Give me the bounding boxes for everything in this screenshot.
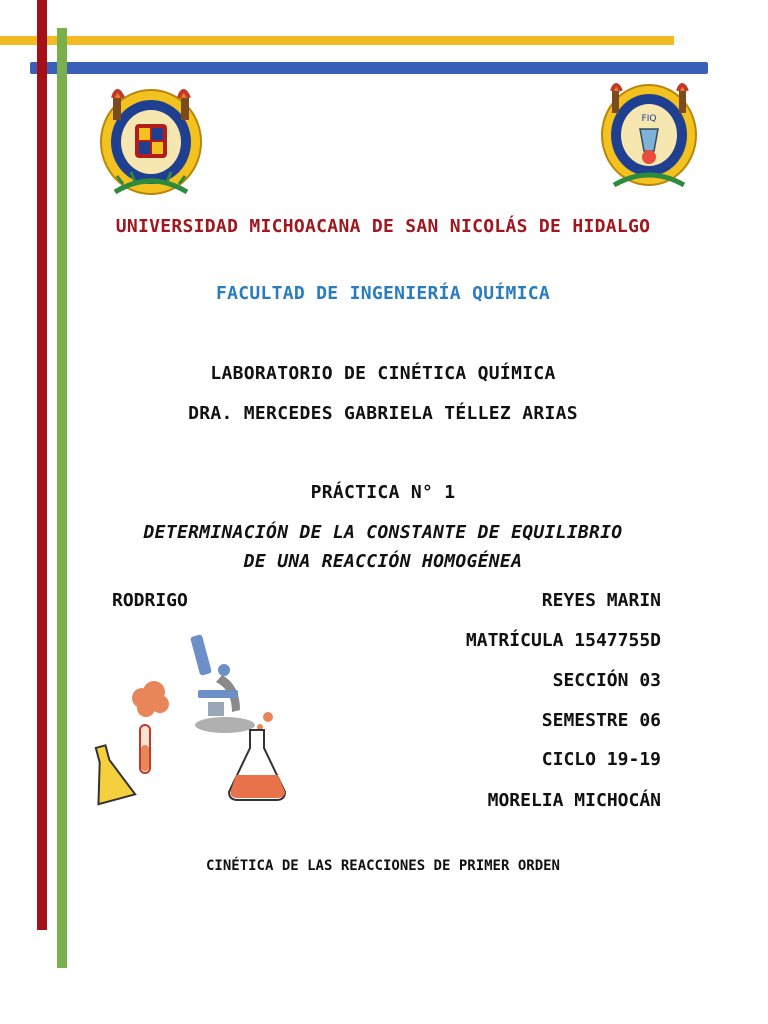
left-green-bar xyxy=(57,28,67,968)
lab-equipment-illustration xyxy=(90,630,290,815)
practice-title-line1: DETERMINACIÓN DE LA CONSTANTE DE EQUILIBRIO xyxy=(143,522,623,543)
blob-icon xyxy=(132,681,169,717)
fiq-badge-text: FIQ xyxy=(641,114,657,124)
professor-name: DRA. MERCEDES GABRIELA TÉLLEZ ARIAS xyxy=(188,403,578,424)
semester: SEMESTRE 06 xyxy=(541,710,661,731)
yellow-flask-icon xyxy=(90,741,135,804)
faculty-name: FACULTAD DE INGENIERÍA QUÍMICA xyxy=(215,283,551,304)
faculty-crest-icon xyxy=(596,77,702,193)
matricula: MATRÍCULA 1547755D xyxy=(465,630,661,651)
student-first-name: RODRIGO xyxy=(112,590,188,611)
topic: CINÉTICA DE LAS REACCIONES DE PRIMER ORDEN xyxy=(205,858,560,874)
section: SECCIÓN 03 xyxy=(552,670,661,691)
university-crest-icon xyxy=(95,80,207,202)
test-tube-icon xyxy=(140,725,150,773)
cycle: CICLO 19-19 xyxy=(541,749,661,770)
microscope-icon xyxy=(190,634,255,733)
practice-number: PRÁCTICA N° 1 xyxy=(310,482,456,503)
top-yellow-bar xyxy=(0,36,674,45)
left-red-bar xyxy=(37,0,47,930)
laboratory-name: LABORATORIO DE CINÉTICA QUÍMICA xyxy=(210,363,556,384)
top-blue-bar xyxy=(30,62,708,74)
location: MORELIA MICHOCÁN xyxy=(487,790,661,811)
student-last-name: REYES MARIN xyxy=(541,590,661,611)
university-name: UNIVERSIDAD MICHOACANA DE SAN NICOLÁS DE HIDALGO xyxy=(115,216,651,237)
practice-title-line2: DE UNA REACCIÓN HOMOGÉNEA xyxy=(243,551,523,572)
